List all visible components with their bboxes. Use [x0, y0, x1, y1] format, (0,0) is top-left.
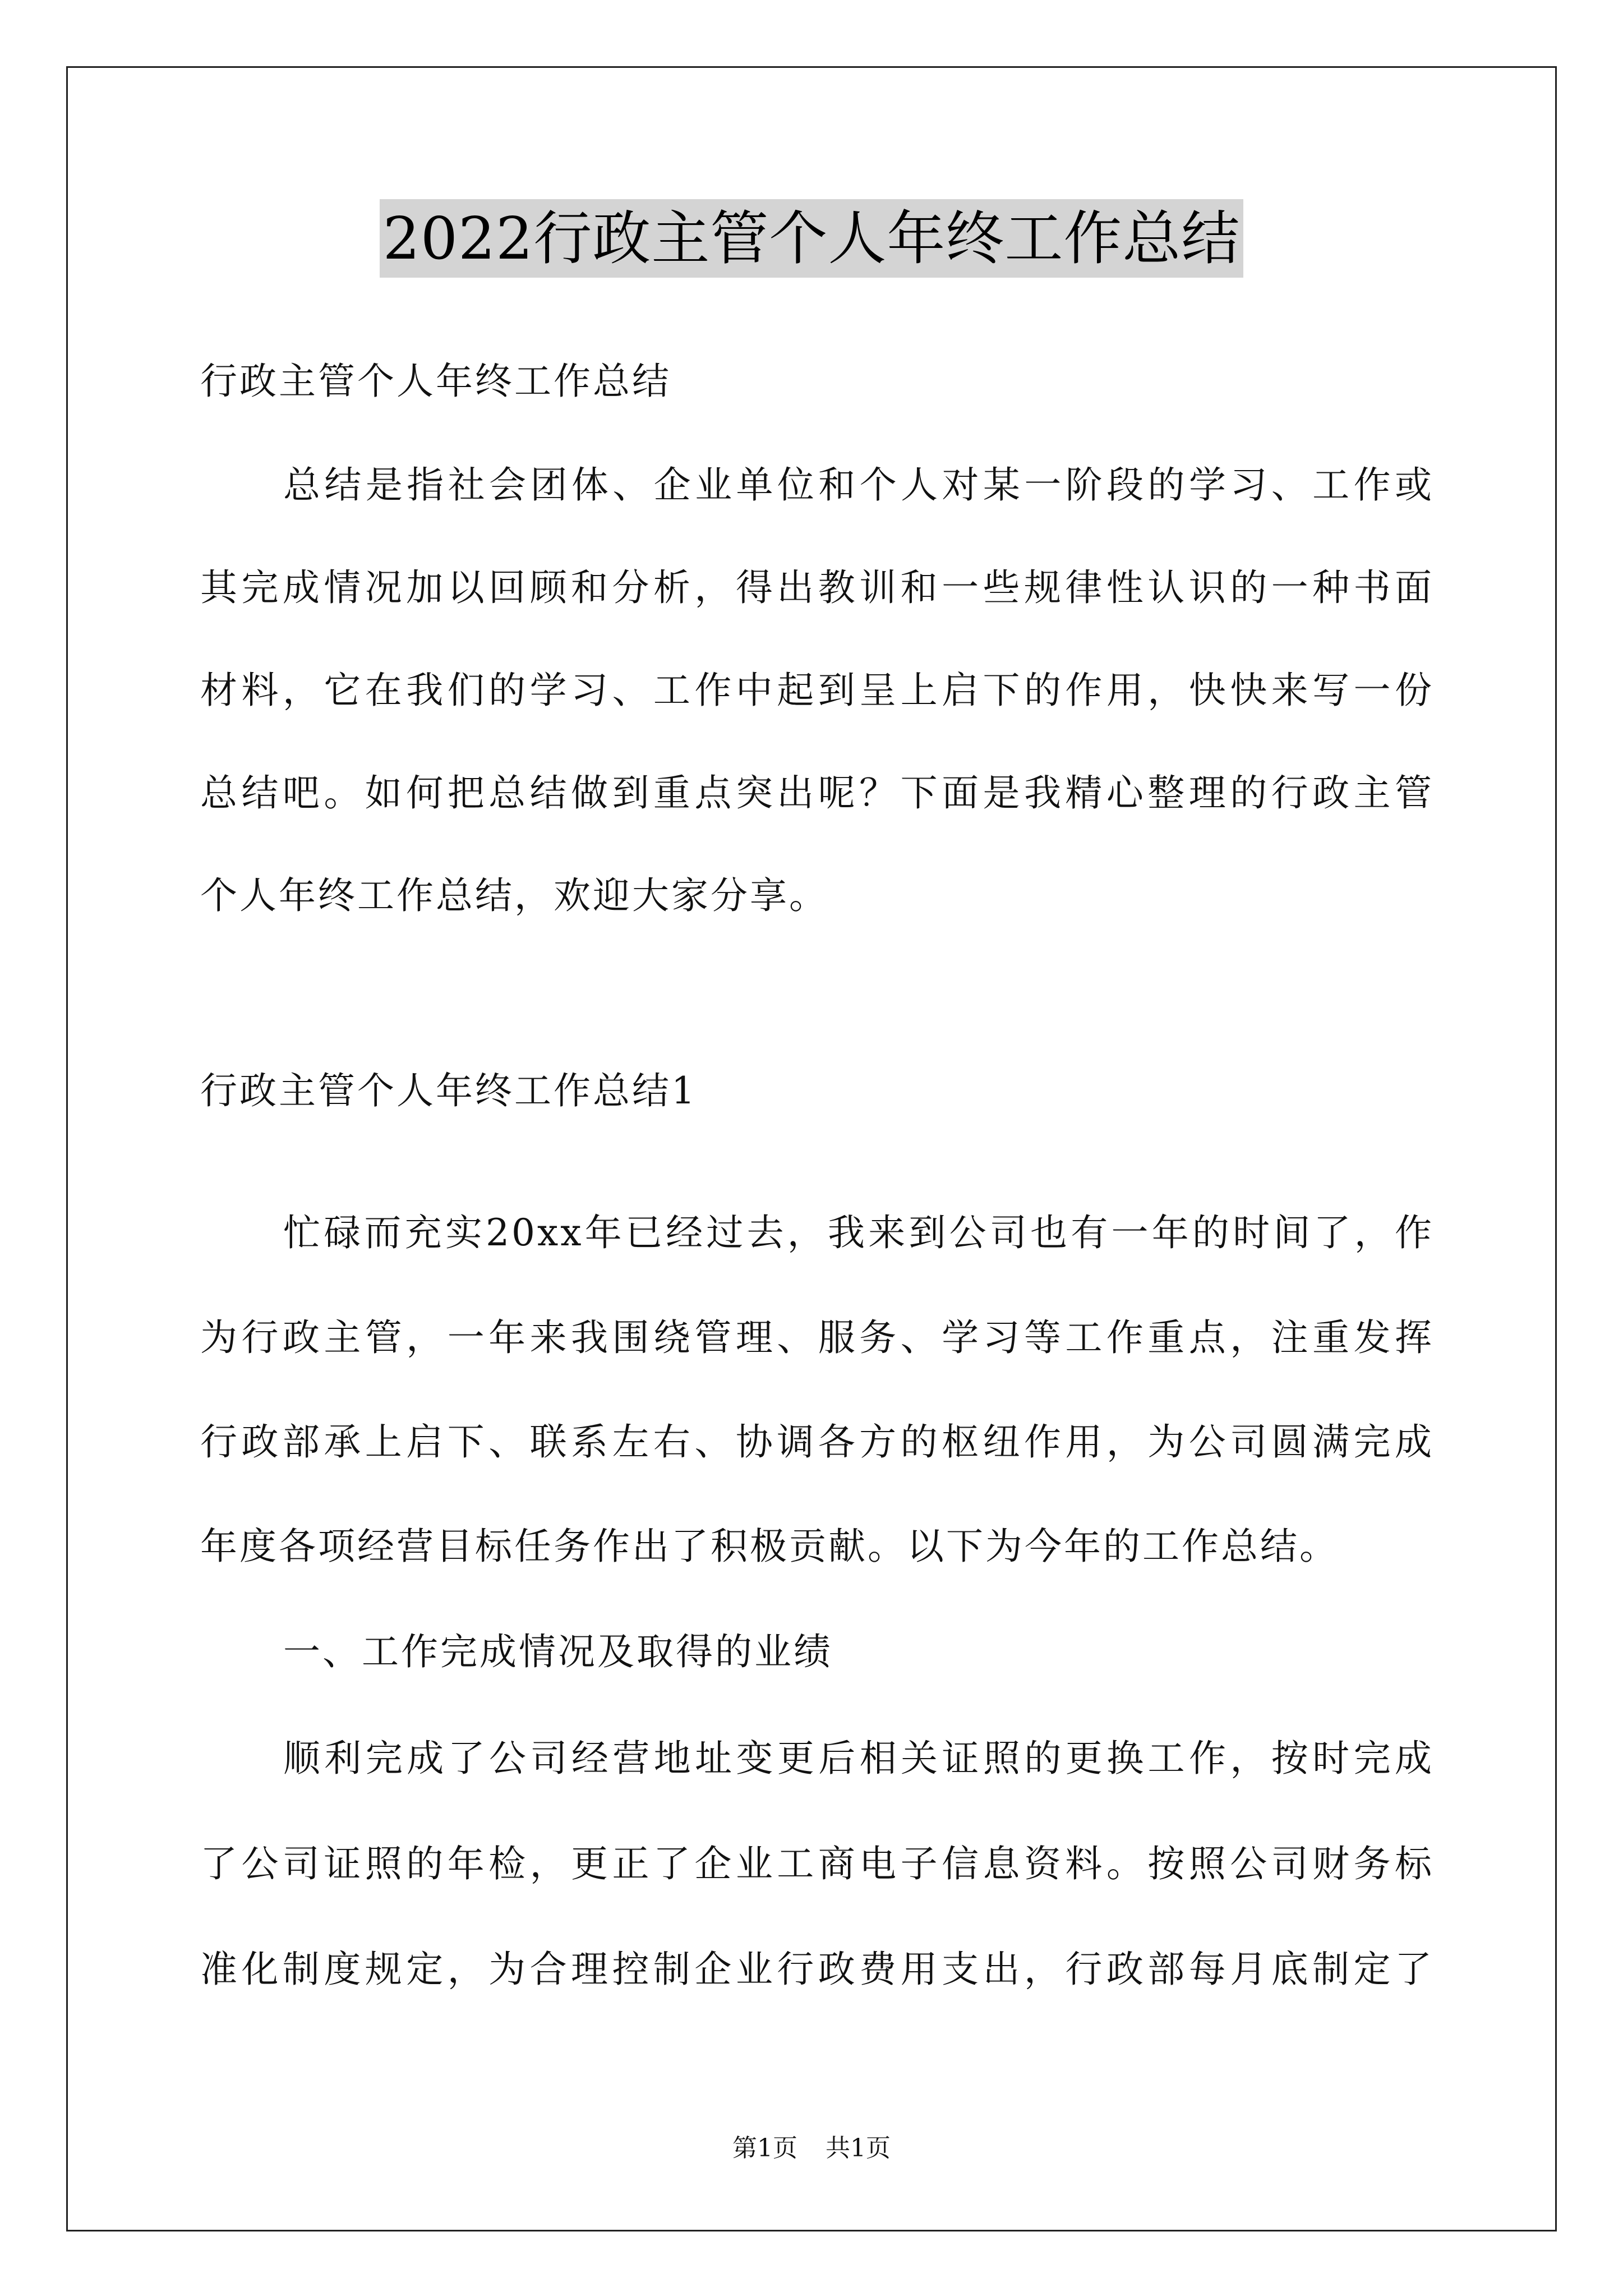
- section-line-2: 为行政主管，一年来我围绕管理、服务、学习等工作重点，注重发挥: [200, 1316, 1434, 1359]
- document-title: 2022行政主管个人年终工作总结: [380, 199, 1244, 278]
- page-number: 第1页: [732, 2134, 797, 2162]
- body-line-2: 了公司证照的年检，更正了企业工商电子信息资料。按照公司财务标: [200, 1842, 1434, 1885]
- page-footer: [0, 2132, 1623, 2165]
- intro-line-1: 总结是指社会团体、企业单位和个人对某一阶段的学习、工作或: [283, 463, 1434, 507]
- body-line-1: 顺利完成了公司经营地址变更后相关证照的更换工作，按时完成: [283, 1737, 1434, 1780]
- document-subtitle: 行政主管个人年终工作总结: [200, 360, 671, 403]
- section-line-3: 行政部承上启下、联系左右、协调各方的枢纽作用，为公司圆满完成: [200, 1420, 1434, 1464]
- section-line-1: 忙碌而充实20xx年已经过去，我来到公司也有一年的时间了，作: [283, 1211, 1434, 1254]
- section-line-4: 年度各项经营目标任务作出了积极贡献。以下为今年的工作总结。: [200, 1525, 1339, 1568]
- body-line-3: 准化制度规定，为合理控制企业行政费用支出，行政部每月底制定了: [200, 1948, 1434, 1991]
- title-container: [0, 199, 1623, 278]
- page-total: 共1页: [826, 2134, 891, 2162]
- section-heading: 行政主管个人年终工作总结1: [200, 1069, 697, 1112]
- intro-line-5: 个人年终工作总结，欢迎大家分享。: [200, 874, 828, 917]
- intro-line-4: 总结吧。如何把总结做到重点突出呢？下面是我精心整理的行政主管: [200, 771, 1434, 815]
- subheading-1: 一、工作完成情况及取得的业绩: [283, 1630, 833, 1673]
- intro-line-2: 其完成情况加以回顾和分析，得出教训和一些规律性认识的一种书面: [200, 566, 1434, 609]
- intro-line-3: 材料，它在我们的学习、工作中起到呈上启下的作用，快快来写一份: [200, 669, 1434, 712]
